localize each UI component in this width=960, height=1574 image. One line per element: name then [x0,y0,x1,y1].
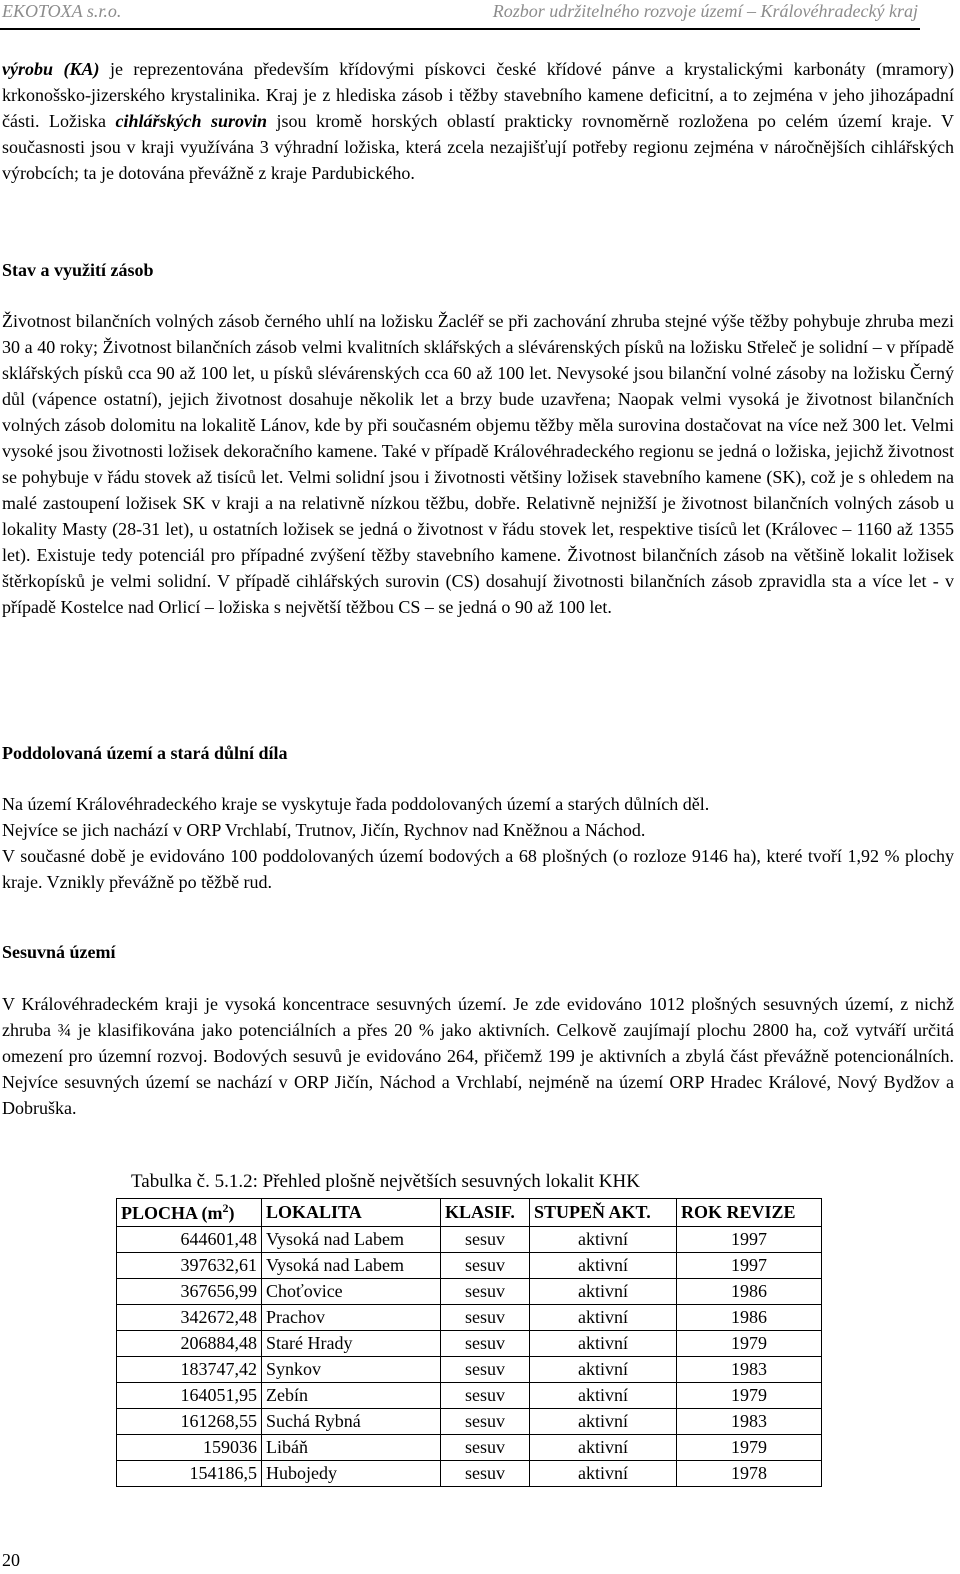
intro-cs-term: cihlářských surovin [115,111,268,131]
cell-rok: 1979 [677,1435,822,1461]
table-row [117,1305,822,1331]
cell-klasif: sesuv [441,1461,530,1487]
cell-stupen: aktivní [530,1435,677,1461]
cell-plocha: 161268,55 [117,1409,262,1435]
cell-klasif: sesuv [441,1357,530,1383]
heading-sesuv: Sesuvná území [2,942,116,962]
cell-rok: 1986 [677,1305,822,1331]
cell-stupen: aktivní [530,1305,677,1331]
cell-klasif: sesuv [441,1409,530,1435]
cell-lokalita: Hubojedy [262,1461,441,1487]
intro-ka-term: výrobu (KA) [2,59,100,79]
cell-rok: 1997 [677,1253,822,1279]
intro-text-a: je reprezentována především křídovými pískovci české křídové pánve a krystalickými karbonáty (mramory) krkonošsko-jizerského krystalinika. Kraj je z hlediska zásob i těžby stavebního kamene deficitní, a to zejména v jeho jihozápadní části. Ložiska [2,59,954,131]
table-caption: Tabulka č. 5.1.2: Přehled plošně největších sesuvných lokalit KHK [131,1171,640,1192]
table-row [117,1253,822,1279]
header-plocha: PLOCHA $(m^2)$ [117,1199,262,1227]
cell-rok: 1986 [677,1279,822,1305]
cell-stupen: aktivní [530,1409,677,1435]
cell-stupen: aktivní [530,1357,677,1383]
cell-lokalita: Libáň [262,1435,441,1461]
poddol-paragraph-1: Na území Královéhradeckého kraje se vyskytuje řada poddolovaných území a starých důlních děl. [2,794,710,814]
cell-plocha: 342672,48 [117,1305,262,1331]
cell-plocha: 206884,48 [117,1331,262,1357]
cell-lokalita: Prachov [262,1305,441,1331]
table-row [117,1279,822,1305]
table-row [117,1409,822,1435]
cell-plocha: 367656,99 [117,1279,262,1305]
cell-rok: 1979 [677,1331,822,1357]
cell-klasif: sesuv [441,1305,530,1331]
header-lokalita: LOKALITA [262,1199,441,1227]
table-row [117,1461,822,1487]
poddol-paragraph-2: Nejvíce se jich nachází v ORP Vrchlabí, Trutnov, Jičín, Rychnov nad Kněžnou a Náchod. [2,820,646,840]
intro-text-b: jsou kromě horských oblastí prakticky rovnoměrně rozložena po celém území kraje. V současnosti jsou v kraji využívána 3 výhradní ložiska, která zcela nezajišťují potřeby regionu zejména v náročnějších cihlářských výrobcích; ta je dotována převážně z kraje Pardubického. [2,111,955,183]
header-klasif: KLASIF. [441,1199,530,1227]
cell-stupen: aktivní [530,1331,677,1357]
intro-paragraph [2,56,954,186]
cell-klasif: sesuv [441,1331,530,1357]
cell-stupen: aktivní [530,1227,677,1253]
stav-paragraph: Životnost bilančních volných zásob černého uhlí na ložisku Žacléř se při zachování zhruba stejné výše těžby pohybuje zhruba mezi 30 a 40 roky; Životnost bilančních zásob velmi kvalitních sklářských a slévárenských písků na ložisku Střeleč je solidní – v případě sklářských písků cca 90 až 100 let, u písků slévárenských cca 60 až 100 let. Nevysoké jsou bilanční volné zásoby na ložisku Černý důl (vápence ostatní), jejich životnost dosahuje několik let a brzy bude uzavřena; Naopak velmi vysoká je životnost bilančních volných zásob dolomitu na lokalitě Lánov, kde by při současném objemu těžby měla surovina dostačovat na více než 300 let. Velmi vysoké jsou životnosti ložisek dekoračního kamene. Také v případě Královéhradeckého regionu se jedná o ložiska, jejichž životnost se pohybuje v řádu stovek až tisíců let. Velmi solidní jsou i životnosti většiny ložisek stavebního kamene (SK), což je s ohledem na malé zastoupení ložisek SK v kraji a na relativně nízkou těžbu, dobře. Relativně nejnižší je životnost bilančních volných zásob u lokality Masty (28-31 let), u ostatních ložisek se jedná o životnost v řádu stovek let, respektive tisíců let (Královec – 1160 až 1355 let). Existuje tedy potenciál pro případné zvýšení těžby stavebního kamene. Životnost bilančních zásob na většině lokalit ložisek štěrkopísků je velmi solidní. V případě cihlářských surovin (CS) dosahují životnosti bilančních zásob zpravidla sta a více let - v případě Kostelce nad Orlicí – ložiska s největší těžbou CS – se jedná o 90 až 100 let. [2,311,954,617]
sesuv-paragraph: V Královéhradeckém kraji je vysoká koncentrace sesuvných území. Je zde evidováno 1012 plošných sesuvných území, z nichž zhruba ¾ je klasifikována jako potenciálních a přes 20 % jako aktivních. Celkově zaujímají plochu 2800 ha, což vytváří určitá omezení pro územní rozvoj. Bodových sesuvů je evidováno 264, přičemž 199 je aktivních a zbylá část převážně potencionálních. Nejvíce sesuvných území se nachází v ORP Jičín, Náchod a Vrchlabí, nejméně na území ORP Hradec Králové, Nový Bydžov a Dobruška. [2,994,954,1118]
cell-rok: 1983 [677,1357,822,1383]
cell-klasif: sesuv [441,1227,530,1253]
cell-lokalita: Vysoká nad Labem [262,1227,441,1253]
header-document-title: Rozbor udržitelného rozvoje území – Královéhradecký kraj [492,1,918,21]
cell-plocha: 397632,61 [117,1253,262,1279]
table-row [117,1331,822,1357]
cell-lokalita: Vysoká nad Labem [262,1253,441,1279]
header-rule [0,28,920,30]
landslide-table [116,1198,822,1487]
table-row [117,1357,822,1383]
page-header [0,0,960,26]
cell-lokalita: Staré Hrady [262,1331,441,1357]
cell-rok: 1979 [677,1383,822,1409]
heading-stav: Stav a využití zásob [2,260,154,280]
cell-stupen: aktivní [530,1461,677,1487]
cell-klasif: sesuv [441,1279,530,1305]
header-stupen: STUPEŇ AKT. [530,1199,677,1227]
cell-plocha: 159036 [117,1435,262,1461]
cell-klasif: sesuv [441,1253,530,1279]
cell-lokalita: Suchá Rybná [262,1409,441,1435]
cell-rok: 1978 [677,1461,822,1487]
cell-plocha: 164051,95 [117,1383,262,1409]
header-rok: ROK REVIZE [677,1199,822,1227]
table-row [117,1383,822,1409]
cell-stupen: aktivní [530,1279,677,1305]
table-row [117,1227,822,1253]
page-number: 20 [2,1550,20,1570]
cell-lokalita: Choťovice [262,1279,441,1305]
table-row [117,1435,822,1461]
cell-plocha: 154186,5 [117,1461,262,1487]
header-company: EKOTOXA s.r.o. [2,1,122,21]
cell-klasif: sesuv [441,1435,530,1461]
cell-lokalita: Zebín [262,1383,441,1409]
poddol-paragraph-3: V současné době je evidováno 100 poddolovaných území bodových a 68 plošných (o rozloze 9146 ha), které tvoří 1,92 % plochy kraje. Vznikly převážně po těžbě rud. [2,846,954,892]
cell-plocha: 644601,48 [117,1227,262,1253]
cell-stupen: aktivní [530,1253,677,1279]
heading-poddol: Poddolovaná území a stará důlní díla [2,743,288,763]
cell-stupen: aktivní [530,1383,677,1409]
table-header-row [117,1199,822,1227]
cell-rok: 1983 [677,1409,822,1435]
cell-plocha: 183747,42 [117,1357,262,1383]
cell-rok: 1997 [677,1227,822,1253]
cell-klasif: sesuv [441,1383,530,1409]
cell-lokalita: Synkov [262,1357,441,1383]
